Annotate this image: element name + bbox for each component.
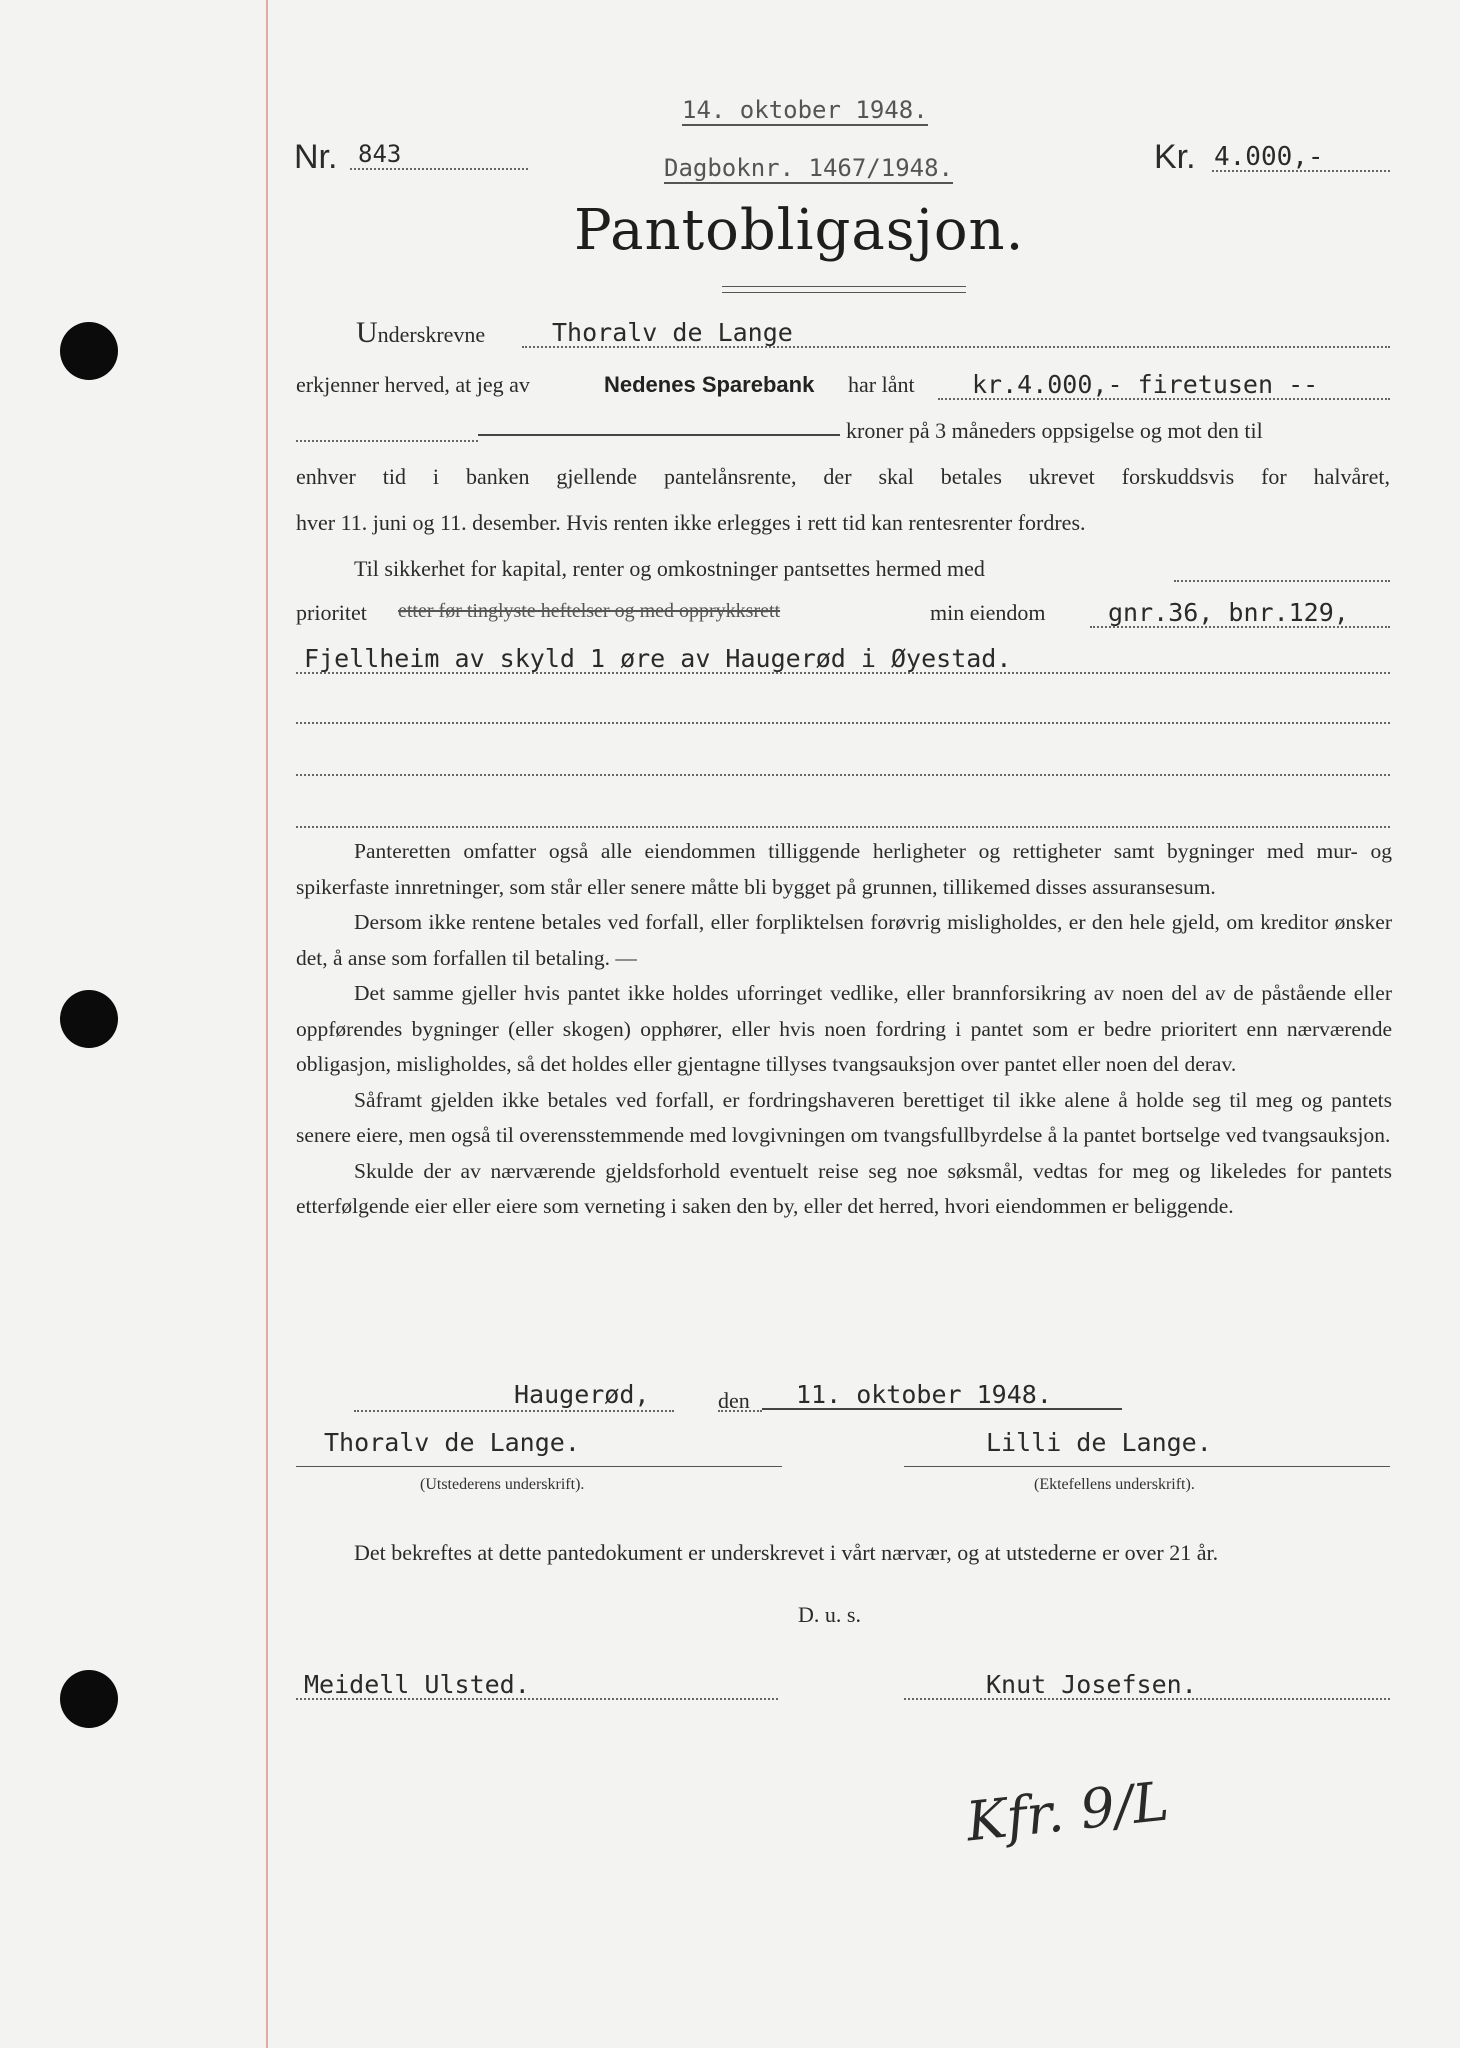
terms-paragraph: Såframt gjelden ikke betales ved forfall, er fordringshaveren berettiget til ikke alene å holde seg til meg og pantets senere eiere, men også til overensstemmende med lovgivningen om tvangsfullbyrdelse å la pantet bortselge ved tvangsauksjon. — [296, 1087, 1392, 1147]
witness-text: Det bekreftes at dette pantedokument er underskrevet i vårt nærvær, og at utstederne er over 21 år. — [354, 1540, 1219, 1565]
property-dotted-line — [296, 672, 1390, 674]
witness-2-line — [904, 1698, 1390, 1700]
terms-paragraph: Dersom ikke rentene betales ved forfall, eller forpliktelsen forøvrig misligholdes, er den hele gjeld, om kreditor ønsker det, å anse som forfallen til betaling. — — [296, 910, 1392, 970]
signing-den: den — [718, 1388, 750, 1413]
undersk-dotted-line — [522, 346, 1390, 348]
undersk-label: Underskrevne — [356, 316, 486, 349]
kr-label: Kr. — [1154, 138, 1196, 176]
issuer-caption: (Utstederens underskrift). — [420, 1476, 585, 1493]
kroner-text: kroner på 3 måneders oppsigelse og mot den til — [846, 418, 1263, 443]
title-rule — [722, 286, 966, 287]
blank-dotted-line — [296, 722, 1390, 724]
line-hver: hver 11. juni og 11. desember. Hvis renten ikke erlegges i rett tid kan rentesrenter fordres. — [296, 510, 1086, 535]
signing-date: 11. oktober 1948. — [796, 1380, 1052, 1409]
spouse-line — [904, 1466, 1390, 1467]
terms-paragraph: Det samme gjeller hvis pantet ikke holdes uforringet vedlike, eller brannforsikring av noen del av de påstående eller oppførendes bygninger (eller skogen) opphører, eller hvis noen fordring i pantet som er bedre prioritert enn nærværende obligasjon, misligholdes, så det holdes eller gjentagne tillyses tvangsauksjon over pantet eller noen del derav. — [296, 981, 1392, 1076]
blank-dotted-line — [296, 826, 1390, 828]
title-rule — [722, 292, 966, 293]
struck-text: etter før tinglyste heftelser og med opprykksrett — [398, 600, 781, 622]
erkj-text: erkjenner herved, at jeg av — [296, 372, 530, 397]
issuer-line — [296, 1466, 782, 1467]
place-dotted-line — [354, 1410, 674, 1412]
property-line: Fjellheim av skyld 1 øre av Haugerød i Øyestad. — [304, 644, 1012, 673]
nr-dotted-line — [350, 168, 528, 170]
dagbok-stamp: Dagboknr. 1467/1948. — [664, 154, 953, 182]
bank-name: Nedenes Sparebank — [604, 372, 815, 397]
undersk-value: Thoralv de Lange — [552, 318, 793, 347]
gnr-dotted-line — [1090, 626, 1390, 628]
den-dotted-line — [718, 1410, 762, 1412]
terms-paragraphs — [296, 834, 1392, 1225]
issuer-signature: Thoralv de Lange. — [324, 1428, 580, 1457]
amount-dotted-line — [938, 398, 1390, 400]
kr-value: 4.000,- — [1214, 142, 1324, 172]
kroner-dotted-line — [296, 440, 478, 442]
line-til: Til sikkerhet for kapital, renter og omkostninger pantsettes hermed med — [354, 556, 985, 581]
witness-1-line — [296, 1698, 778, 1700]
punch-hole — [60, 990, 118, 1048]
gnr-value: gnr.36, bnr.129, — [1108, 598, 1349, 627]
signing-place: Haugerød, — [514, 1380, 650, 1409]
spouse-signature: Lilli de Lange. — [986, 1428, 1212, 1457]
witness-1: Meidell Ulsted. — [304, 1670, 530, 1699]
nr-value: 843 — [358, 140, 402, 168]
spouse-caption: (Ektefellens underskrift). — [1034, 1476, 1195, 1493]
punch-hole — [60, 1670, 118, 1728]
terms-paragraph: Skulde der av nærværende gjeldsforhold eventuelt reise seg noe søksmål, vedtas for meg og likeledes for pantets etterfølgende eier eller eiere som verneting i saken den by, eller det herred, hvori eiendommen er beliggende. — [296, 1158, 1392, 1218]
har-lant: har lånt — [848, 372, 915, 397]
amount-value: kr.4.000,- firetusen -- — [972, 370, 1319, 399]
blank-dotted-line — [296, 774, 1390, 776]
min-eiendom: min eiendom — [930, 600, 1046, 625]
margin-line — [266, 0, 268, 2048]
punch-hole — [60, 322, 118, 380]
undersk-rest: nderskrevne — [377, 322, 486, 347]
line-enhver: enhver tid i banken gjellende pantelånsrente, der skal betales ukrevet forskuddsvis for halvåret, — [296, 464, 1390, 489]
dus-text: D. u. s. — [798, 1602, 861, 1627]
kroner-solid-line — [478, 434, 840, 436]
kr-dotted-line — [1212, 170, 1390, 172]
document-title: Pantobligasjon. — [574, 198, 1025, 263]
witness-2: Knut Josefsen. — [986, 1670, 1197, 1699]
til-dotted-line — [1174, 580, 1390, 582]
handwritten-annotation: Kfr. 9/L — [963, 1769, 1172, 1854]
nr-label: Nr. — [294, 138, 338, 176]
terms-paragraph: Panteretten omfatter også alle eiendommen tilliggende herligheter og rettigheter samt bygninger med mur- og spikerfaste innretninger, som står eller senere måtte bli bygget på grunnen, tillikemed disses assuransesum. — [296, 839, 1392, 899]
date-underline — [762, 1408, 1122, 1410]
date-stamp: 14. oktober 1948. — [682, 96, 928, 124]
prioritet-label: prioritet — [296, 600, 367, 625]
